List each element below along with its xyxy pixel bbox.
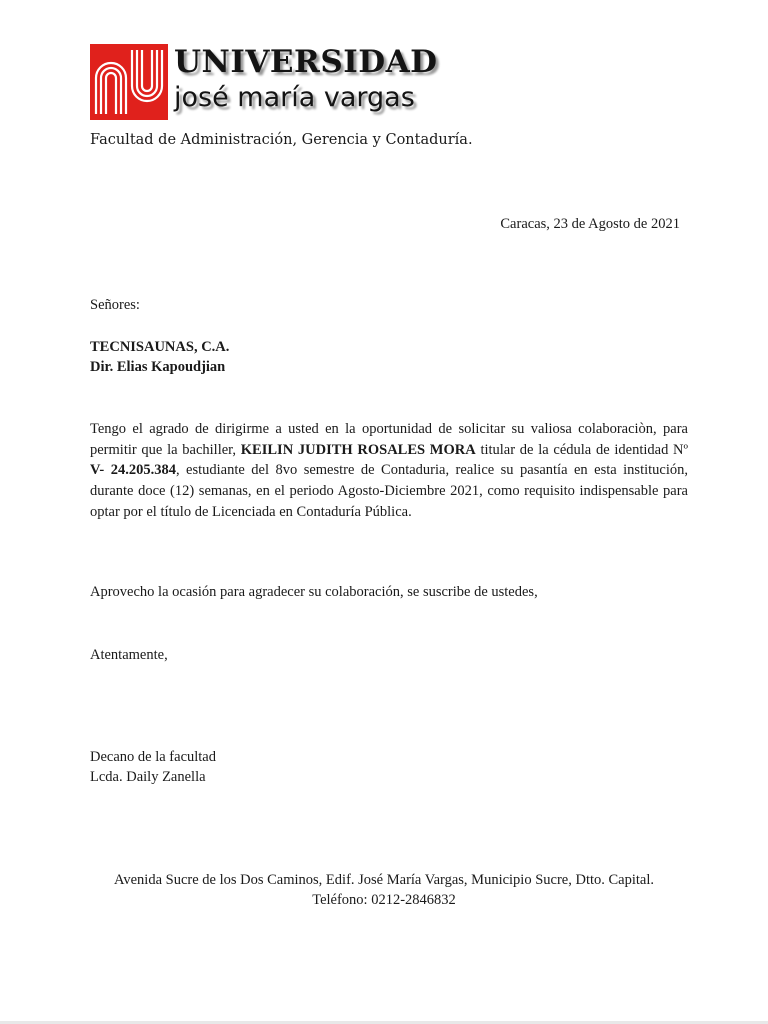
salutation: Señores: [90, 297, 140, 313]
university-logo-icon [90, 44, 168, 120]
footer-phone: Teléfono: 0212-2846832 [312, 892, 456, 908]
body-text-part3: , estudiante del 8vo semestre de Contaduria, realice su pasantía en esta institución, durante doce (12) semanas, en el periodo Agosto-Diciembre 2021, como requisito indispensable para optar por el título de Licenciada en Contaduría Pública. [90, 462, 688, 520]
logo-text-universidad: UNIVERSIDAD [174, 44, 438, 80]
body-paragraph [90, 419, 688, 523]
faculty-name: Facultad de Administración, Gerencia y Contaduría. [90, 132, 473, 148]
letter-date: Caracas, 23 de Agosto de 2021 [500, 216, 680, 232]
logo-text-name: josé maría vargas [174, 82, 415, 113]
body-text-part1: Tengo el agrado de dirigirme a usted en la oportunidad de solicitar su valiosa colaboraciòn, para permitir que la bachiller, [90, 421, 688, 458]
recipient-name: Dir. Elias Kapoudjian [90, 359, 226, 375]
signatory-name: Lcda. Daily Zanella [90, 769, 206, 785]
signatory-role: Decano de la facultad [90, 749, 216, 765]
recipient-company: TECNISAUNAS, C.A. [90, 339, 230, 355]
student-name: KEILIN JUDITH ROSALES MORA [240, 441, 476, 458]
thanks-line: Aprovecho la ocasión para agradecer su colaboración, se suscribe de ustedes, [90, 584, 538, 600]
footer-address: Avenida Sucre de los Dos Caminos, Edif. José María Vargas, Municipio Sucre, Dtto. Capital. [113, 872, 655, 888]
closing: Atentamente, [90, 647, 168, 663]
university-logo [90, 44, 438, 120]
id-number: V- 24.205.384 [90, 462, 176, 479]
body-text-part2: titular de la cédula de identidad Nº [475, 441, 689, 458]
